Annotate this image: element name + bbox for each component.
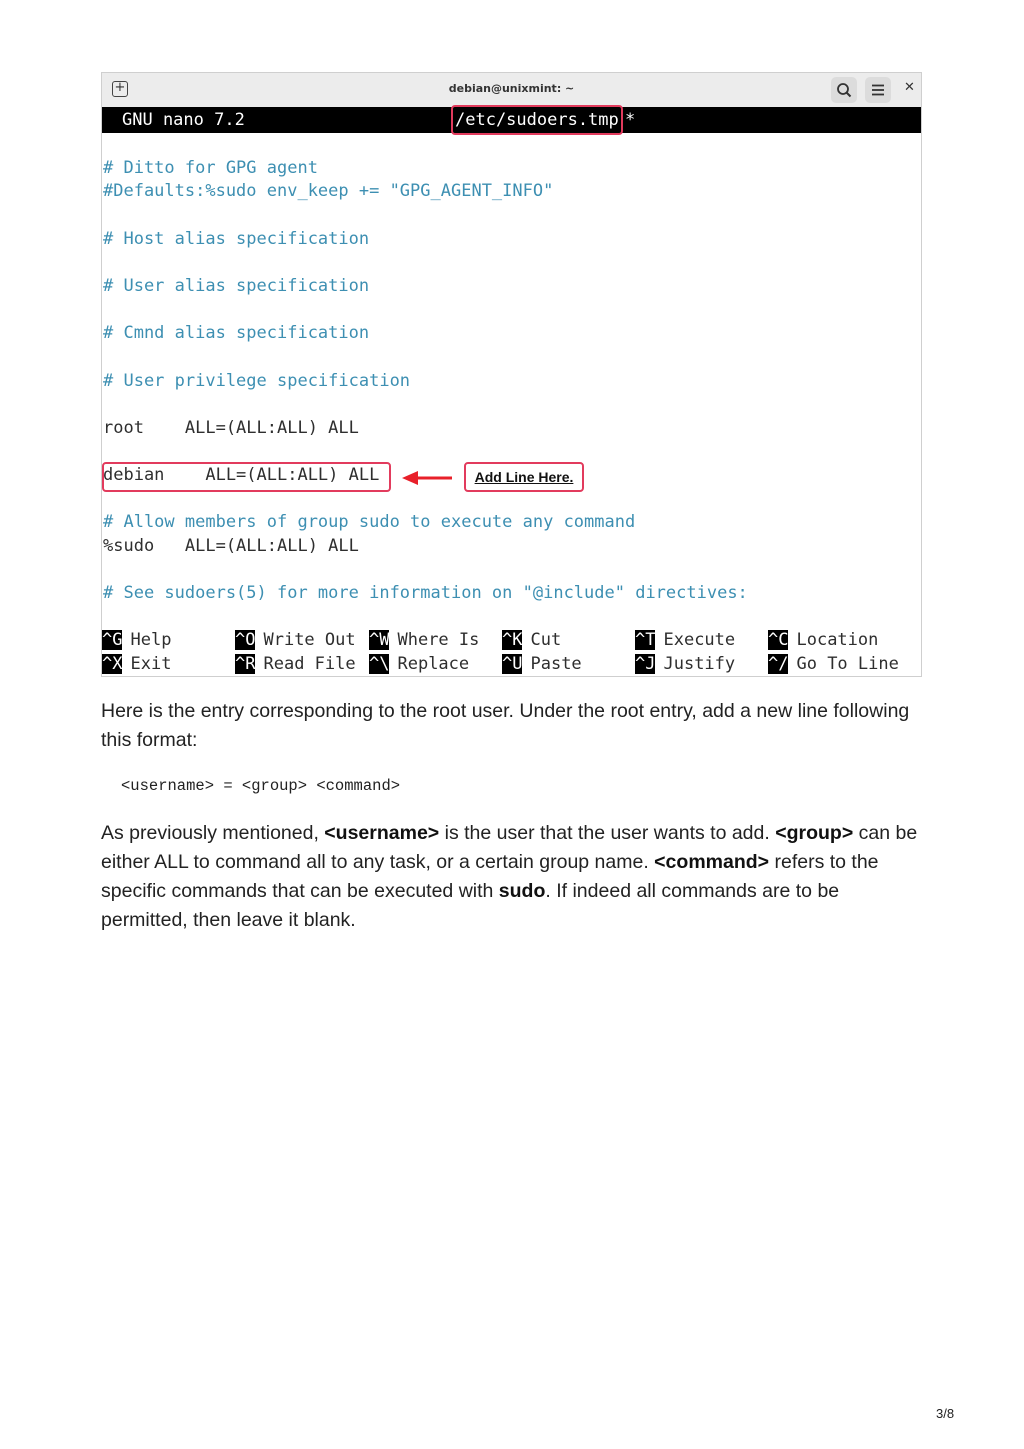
shortcut-justify[interactable] [635, 653, 735, 675]
shortcut-key: ^J [635, 654, 656, 674]
shortcut-execute[interactable] [635, 629, 735, 651]
shortcut-label: Replace [397, 654, 470, 674]
shortcut-key: ^K [502, 630, 523, 650]
shortcut-label: Go To Line [796, 654, 899, 674]
shortcut-key: ^\ [369, 654, 390, 674]
hamburger-menu-icon [865, 77, 891, 103]
bold-term: sudo [498, 880, 546, 902]
shortcut-label: Where Is [397, 630, 480, 650]
shortcut-label: Write Out [263, 630, 356, 650]
red-arrow-icon [402, 470, 454, 486]
shortcut-key: ^W [369, 630, 390, 650]
shortcut-label: Paste [530, 654, 582, 674]
shortcut-label: Execute [663, 630, 736, 650]
editor-line[interactable]: #Defaults:%sudo env_keep += "GPG_AGENT_INFO" [103, 181, 554, 201]
shortcut-key: ^O [235, 630, 256, 650]
text-run: As previously mentioned, [101, 822, 325, 844]
bold-term: <group> [775, 822, 854, 844]
annotation-label: Add Line Here. [464, 462, 584, 492]
page-number: 3/8 [936, 1406, 955, 1421]
shortcut-key: ^R [235, 654, 256, 674]
shortcut-paste[interactable] [502, 653, 582, 675]
text-run: . If indeed all commands are to be permitted, then leave it blank. [101, 880, 840, 931]
bold-term: <username> [324, 822, 440, 844]
shortcut-where-is[interactable] [369, 629, 479, 651]
shortcut-key: ^/ [768, 654, 789, 674]
bold-term: <command> [654, 851, 770, 873]
shortcut-go-to-line[interactable] [768, 653, 899, 675]
shortcut-write-out[interactable] [235, 629, 356, 651]
editor-line[interactable]: # User privilege specification [103, 371, 411, 391]
terminal-titlebar [102, 73, 921, 108]
editor-line[interactable]: root ALL=(ALL:ALL) ALL [103, 418, 359, 438]
shortcut-label: Read File [263, 654, 356, 674]
shortcut-read-file[interactable] [235, 653, 356, 675]
shortcut-label: Location [796, 630, 879, 650]
terminal-screenshot [101, 72, 922, 677]
window-title: debian@unixmint: ~ [448, 82, 575, 95]
shortcut-label: Exit [130, 654, 172, 674]
nano-header [102, 107, 921, 133]
text-run: can be either ALL to command all to any task, or a certain group name. [101, 822, 918, 873]
search-icon [831, 77, 857, 103]
shortcut-label: Justify [663, 654, 736, 674]
editor-line[interactable]: %sudo ALL=(ALL:ALL) ALL [103, 536, 359, 556]
highlight-box [102, 462, 391, 492]
editor-line-highlighted[interactable]: debian ALL=(ALL:ALL) ALL [103, 465, 380, 485]
editor-line[interactable]: # Host alias specification [103, 229, 370, 249]
file-name: /etc/sudoers.tmp [451, 105, 623, 135]
shortcut-key: ^C [768, 630, 789, 650]
shortcut-cut[interactable] [502, 629, 561, 651]
shortcut-key: ^U [502, 654, 523, 674]
nano-version: GNU nano 7.2 [122, 110, 245, 130]
editor-line[interactable]: # See sudoers(5) for more information on "@include" directives: [103, 583, 748, 603]
editor-line[interactable]: # User alias specification [103, 276, 370, 296]
editor-line[interactable]: # Ditto for GPG agent [103, 158, 318, 178]
shortcut-key: ^T [635, 630, 656, 650]
editor-line[interactable]: # Cmnd alias specification [103, 323, 370, 343]
shortcut-key: ^X [102, 654, 123, 674]
text-run: refers to the specific commands that can be executed with [101, 851, 879, 902]
shortcut-location[interactable] [768, 629, 878, 651]
explanation-paragraph [101, 819, 923, 935]
text-run: is the user that the user wants to add. [439, 822, 776, 844]
modified-marker: * [625, 110, 636, 130]
new-tab-icon[interactable]: + [112, 81, 128, 97]
shortcut-label: Cut [530, 630, 562, 650]
editor-line[interactable]: # Allow members of group sudo to execute any command [103, 512, 636, 532]
close-icon[interactable]: ✕ [904, 80, 915, 95]
shortcut-label: Help [130, 630, 172, 650]
shortcut-replace[interactable] [369, 653, 469, 675]
search-button[interactable] [831, 77, 857, 103]
shortcut-exit[interactable] [102, 653, 171, 675]
shortcut-key: ^G [102, 630, 123, 650]
format-code: <username> = <group> <command> [121, 777, 401, 795]
shortcut-help[interactable] [102, 629, 171, 651]
menu-button[interactable] [865, 77, 891, 103]
intro-paragraph: Here is the entry corresponding to the root user. Under the root entry, add a new line following this format: [101, 700, 910, 751]
